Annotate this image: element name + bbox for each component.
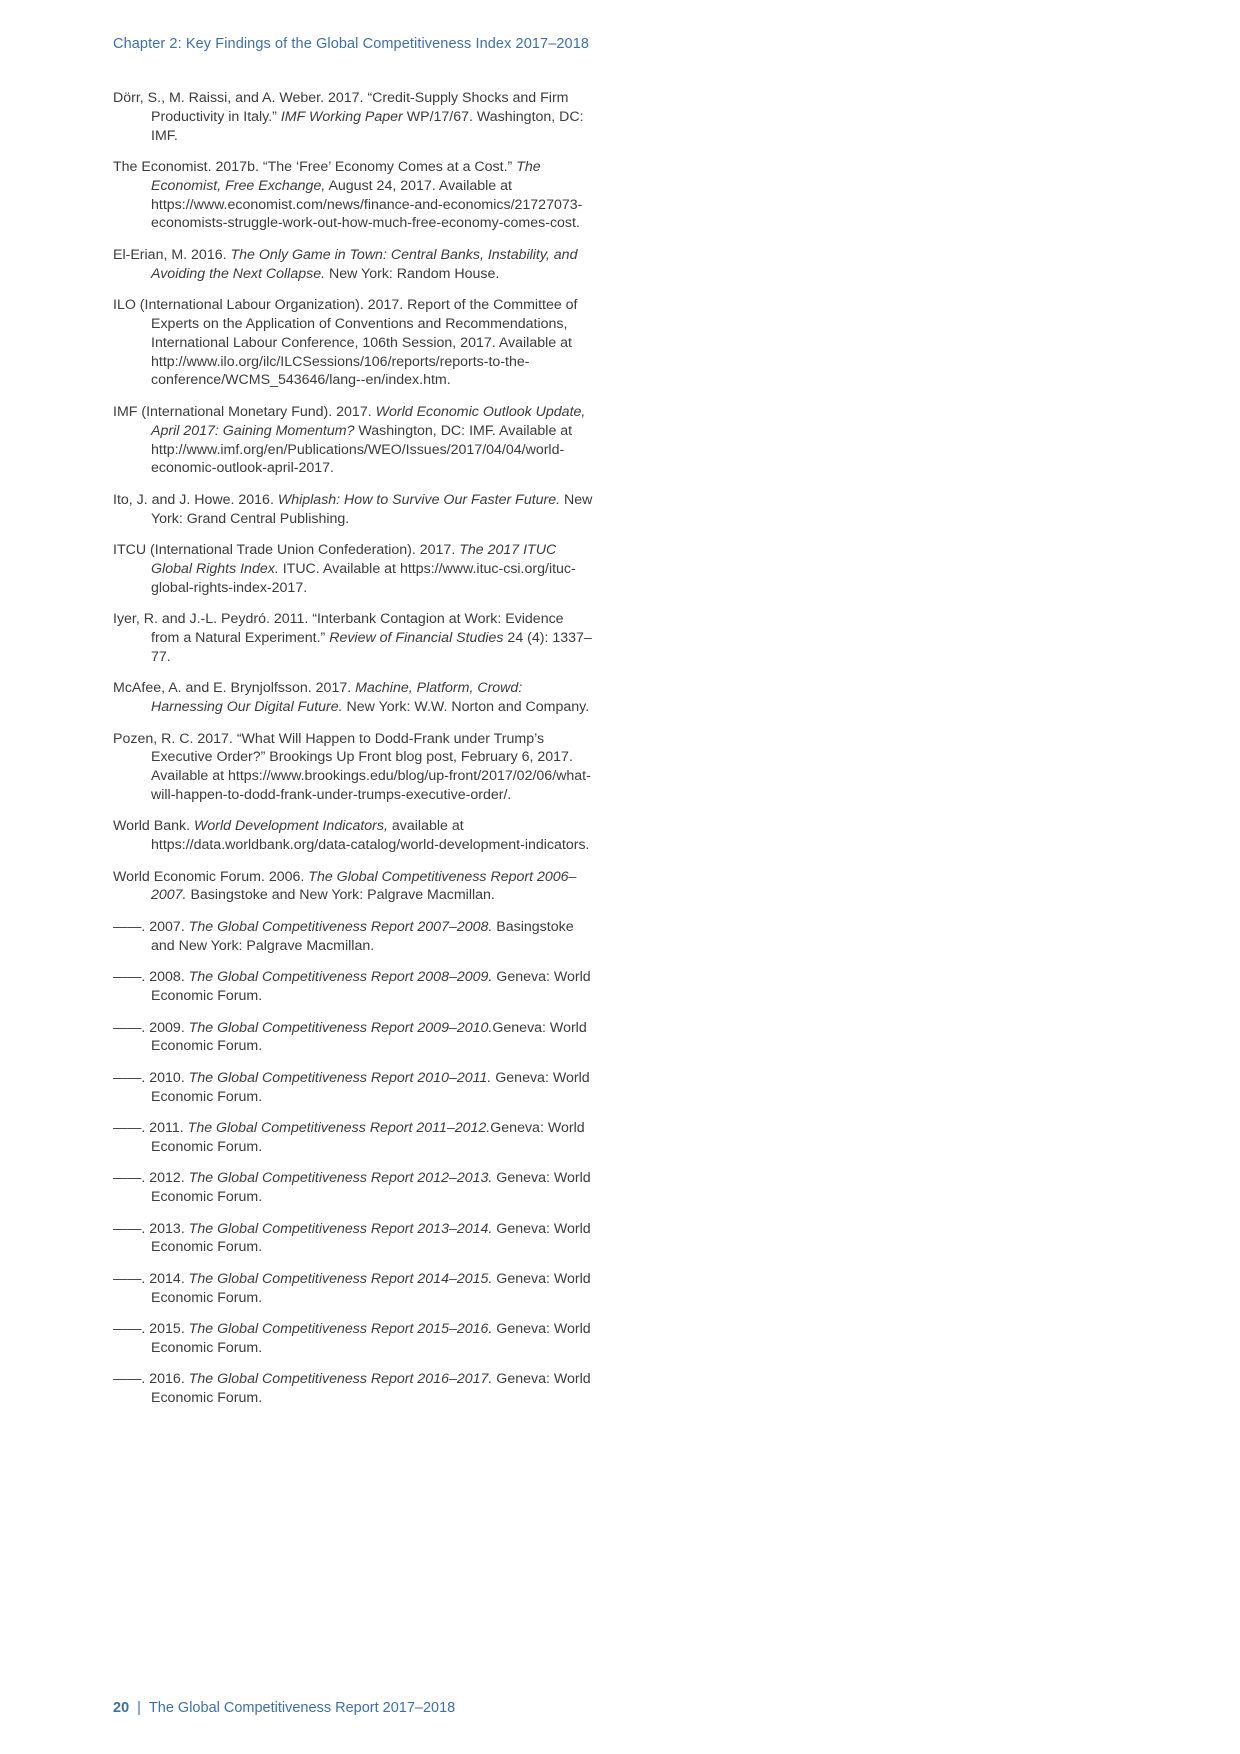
ref-text: Geneva: World Economic Forum. bbox=[151, 1120, 585, 1155]
ref-title: The Global Competitiveness Report 2007–2008. bbox=[188, 918, 493, 935]
reference-item bbox=[113, 868, 593, 906]
ref-text: ——. 2013. bbox=[113, 1220, 189, 1237]
ref-text: McAfee, A. and E. Brynjolfsson. 2017. bbox=[113, 680, 356, 697]
ref-title: Review of Financial Studies bbox=[329, 629, 504, 646]
ref-title: World Development Indicators, bbox=[193, 818, 388, 835]
ref-title: IMF Working Paper bbox=[280, 108, 403, 125]
ref-text: New York: Grand Central Publishing. bbox=[151, 491, 593, 527]
reference-item bbox=[113, 968, 593, 1006]
ref-text: ——. 2014. bbox=[113, 1270, 189, 1287]
reference-item bbox=[113, 1019, 593, 1057]
reference-item bbox=[113, 1069, 593, 1107]
ref-title: The Global Competitiveness Report 2006–2007. bbox=[151, 868, 577, 904]
running-head: Chapter 2: Key Findings of the Global Competitiveness Index 2017–2018 bbox=[113, 36, 590, 52]
ref-title: The Economist, Free Exchange, bbox=[151, 159, 541, 194]
ref-text: ——. 2015. bbox=[113, 1321, 189, 1338]
ref-text: ——. 2012. bbox=[113, 1170, 189, 1187]
ref-title: The Global Competitiveness Report 2014–2015. bbox=[188, 1270, 493, 1287]
reference-item bbox=[113, 1270, 593, 1308]
reference-item bbox=[113, 1220, 593, 1258]
ref-text: ——. 2011. bbox=[113, 1120, 188, 1137]
reference-item bbox=[113, 817, 593, 855]
ref-text: New York: W.W. Norton and Company. bbox=[342, 699, 590, 716]
reference-item bbox=[113, 403, 593, 478]
reference-item bbox=[113, 730, 593, 805]
ref-text: Basingstoke and New York: Palgrave Macmillan. bbox=[151, 918, 574, 954]
reference-item bbox=[113, 610, 593, 666]
ref-text: IMF (International Monetary Fund). 2017. bbox=[113, 403, 376, 420]
ref-text: Geneva: World Economic Forum. bbox=[151, 1019, 587, 1055]
ref-text: Geneva: World Economic Forum. bbox=[151, 1170, 591, 1206]
ref-text: World Bank. bbox=[113, 818, 194, 835]
ref-text: August 24, 2017. Available at https://www.economist.com/news/finance-and-economics/21727073-economists-struggle-work-out-how-much-free-economy-comes-cost. bbox=[151, 177, 583, 232]
ref-text: Geneva: World Economic Forum. bbox=[151, 1270, 591, 1306]
reference-item bbox=[113, 491, 593, 529]
ref-title: The Global Competitiveness Report 2016–2017. bbox=[188, 1371, 493, 1388]
reference-item bbox=[113, 296, 593, 390]
ref-title: The Global Competitiveness Report 2010–2011. bbox=[188, 1069, 492, 1086]
reference-item bbox=[113, 918, 593, 956]
ref-text: Geneva: World Economic Forum. bbox=[151, 1220, 591, 1256]
ref-text: Geneva: World Economic Forum. bbox=[151, 969, 591, 1005]
reference-item bbox=[113, 246, 593, 284]
ref-title: The Global Competitiveness Report 2011–2012. bbox=[187, 1120, 491, 1137]
ref-title: Machine, Platform, Crowd: Harnessing Our Digital Future. bbox=[151, 680, 523, 716]
ref-text: ——. 2016. bbox=[113, 1371, 189, 1388]
ref-text: Basingstoke and New York: Palgrave Macmillan. bbox=[186, 887, 495, 904]
ref-title: World Economic Outlook Update, April 2017: Gaining Momentum? bbox=[151, 403, 586, 439]
ref-title: The Global Competitiveness Report 2009–2010. bbox=[188, 1019, 493, 1036]
ref-text: ITUC. Available at https://www.ituc-csi.org/ituc-global-rights-index-2017. bbox=[151, 560, 576, 596]
ref-text: Ito, J. and J. Howe. 2016. bbox=[113, 491, 278, 508]
ref-text: Pozen, R. C. 2017. “What Will Happen to Dodd-Frank under Trump’s Executive Order?” Brookings Up Front blog post, February 6, 2017. Available at https://www.brookings.edu/blog/up-front/2017/02/06/what-will-happen-to-dodd-frank-under-trumps-executive-order/. bbox=[113, 730, 591, 803]
ref-text: ——. 2007. bbox=[113, 918, 189, 935]
footer-separator: | bbox=[137, 1700, 141, 1716]
reference-item bbox=[113, 1320, 593, 1358]
ref-title: The Global Competitiveness Report 2015–2016. bbox=[188, 1321, 493, 1338]
ref-title: The 2017 ITUC Global Rights Index. bbox=[151, 542, 557, 577]
reference-item bbox=[113, 158, 593, 233]
page-footer bbox=[113, 1700, 455, 1716]
ref-text: New York: Random House. bbox=[325, 265, 500, 282]
ref-text: The Economist. 2017b. “The ‘Free’ Economy Comes at a Cost.” bbox=[113, 159, 517, 176]
ref-text: 24 (4): 1337–77. bbox=[151, 629, 592, 665]
ref-text: World Economic Forum. 2006. bbox=[113, 868, 309, 885]
ref-text: El-Erian, M. 2016. bbox=[113, 246, 231, 263]
page-number: 20 bbox=[113, 1700, 130, 1716]
reference-item bbox=[113, 1370, 593, 1408]
ref-text: ——. 2010. bbox=[113, 1069, 189, 1086]
ref-text: Dörr, S., M. Raissi, and A. Weber. 2017. “Credit-Supply Shocks and Firm Productivity in Italy.” bbox=[113, 90, 569, 125]
ref-text: ILO (International Labour Organization). 2017. Report of the Committee of Experts on the Application of Conventions and Recommendations, International Labour Conference, 106th Session, 2017. Available at http://www.ilo.org/ilc/ILCSessions/106/reports/reports-to-the-conference/WCMS_543646/lang--en/index.htm. bbox=[113, 297, 578, 389]
ref-title: The Global Competitiveness Report 2012–2013. bbox=[188, 1170, 493, 1187]
ref-text: Geneva: World Economic Forum. bbox=[151, 1069, 590, 1105]
ref-text: ITCU (International Trade Union Confederation). 2017. bbox=[113, 542, 460, 559]
reference-item bbox=[113, 1119, 593, 1157]
reference-item bbox=[113, 541, 593, 597]
ref-text: WP/17/67. Washington, DC: IMF. bbox=[151, 108, 584, 144]
footer-report-title: The Global Competitiveness Report 2017–2018 bbox=[148, 1700, 456, 1716]
ref-text: Geneva: World Economic Forum. bbox=[151, 1321, 591, 1356]
reference-list bbox=[113, 89, 593, 1421]
ref-text: ——. 2009. bbox=[113, 1019, 189, 1036]
ref-title: The Only Game in Town: Central Banks, Instability, and Avoiding the Next Collapse. bbox=[151, 246, 578, 282]
reference-item bbox=[113, 1169, 593, 1207]
ref-title: The Global Competitiveness Report 2013–2014. bbox=[188, 1220, 493, 1237]
ref-text: Geneva: World Economic Forum. bbox=[151, 1371, 591, 1407]
ref-text: Iyer, R. and J.-L. Peydró. 2011. “Interbank Contagion at Work: Evidence from a Natural Experiment.” bbox=[113, 611, 564, 646]
ref-text: Washington, DC: IMF. Available at http://www.imf.org/en/Publications/WEO/Issues/2017/04/04/world-economic-outlook-april-2017. bbox=[151, 422, 573, 477]
ref-title: The Global Competitiveness Report 2008–2009. bbox=[188, 969, 493, 986]
reference-item bbox=[113, 679, 593, 717]
ref-title: Whiplash: How to Survive Our Faster Future. bbox=[277, 491, 561, 508]
ref-text: available at https://data.worldbank.org/data-catalog/world-development-indicators. bbox=[151, 818, 590, 854]
ref-text: ——. 2008. bbox=[113, 969, 189, 986]
reference-item bbox=[113, 89, 593, 145]
